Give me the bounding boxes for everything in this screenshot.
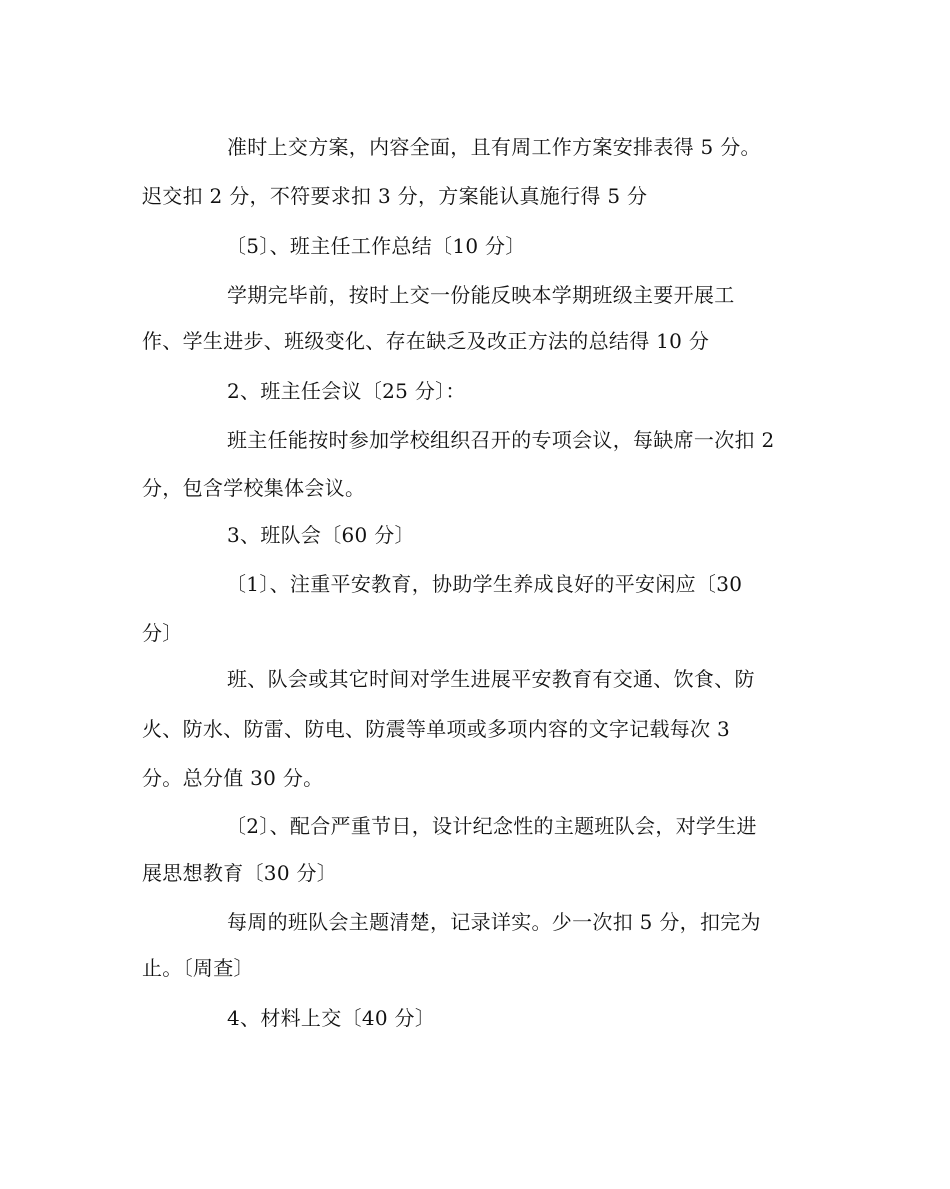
paragraph-line: 止。〔周查〕: [142, 956, 254, 980]
section-heading: 〔5〕、班主任工作总结〔10 分〕: [226, 234, 526, 258]
paragraph-line: 准时上交方案，内容全面，且有周工作方案安排表得 5 分。: [227, 135, 761, 159]
section-heading: 2、班主任会议〔25 分〕：: [227, 379, 466, 403]
paragraph-line: 班主任能按时参加学校组织召开的专项会议，每缺席一次扣 2: [227, 428, 775, 452]
paragraph-line: 迟交扣 2 分，不符要求扣 3 分，方案能认真施行得 5 分: [142, 184, 648, 208]
paragraph-line: 分。总分值 30 分。: [142, 766, 324, 790]
section-heading: 4、材料上交〔40 分〕: [227, 1006, 436, 1030]
paragraph-line: 每周的班队会主题清楚，记录详实。少一次扣 5 分，扣完为: [227, 910, 761, 934]
paragraph-line: 分〕: [142, 621, 183, 645]
paragraph-line: 班、队会或其它时间对学生进展平安教育有交通、饮食、防: [227, 667, 755, 691]
paragraph-line: 展思想教育〔30 分〕: [142, 861, 338, 885]
paragraph-line: 作、学生进步、班级变化、存在缺乏及改正方法的总结得 10 分: [142, 329, 710, 353]
section-heading: 〔2〕、配合严重节日，设计纪念性的主题班队会，对学生进: [226, 814, 757, 838]
section-heading: 3、班队会〔60 分〕: [227, 523, 415, 547]
paragraph-line: 火、防水、防雷、防电、防震等单项或多项内容的文字记载每次 3: [142, 717, 731, 741]
paragraph-line: 分，包含学校集体会议。: [142, 476, 366, 500]
section-heading: 〔1〕、注重平安教育，协助学生养成良好的平安闲应〔30: [226, 572, 743, 596]
paragraph-line: 学期完毕前，按时上交一份能反映本学期班级主要开展工: [227, 283, 735, 307]
